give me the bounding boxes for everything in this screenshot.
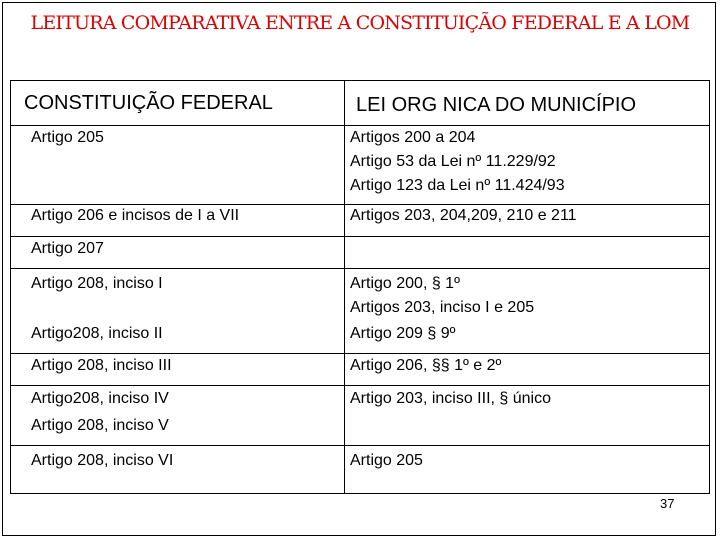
page-title: LEITURA COMPARATIVA ENTRE A CONSTITUIÇÃO FEDERAL E A LOM	[30, 12, 690, 34]
cell-cf-line: Artigo208, inciso IV	[31, 390, 169, 407]
cell-cf-line: Artigo208, inciso II	[31, 325, 163, 342]
cell-lom-line: Artigo 53 da Lei nº 11.229/92	[350, 153, 556, 170]
header-lei-organica: LEI ORG NICA DO MUNICÍPIO	[356, 94, 637, 116]
cell-cf-artigo-205: Artigo 205	[31, 129, 104, 146]
cell-lom-line: Artigo 200, § 1º	[350, 275, 460, 292]
cell-lom-line: Artigos 203, 204,209, 210 e 211	[350, 207, 577, 224]
page-number: 37	[660, 496, 675, 511]
row-divider	[11, 268, 709, 269]
header-constituicao-federal: CONSTITUIÇÃO FEDERAL	[24, 92, 273, 114]
row-divider	[11, 445, 709, 446]
cell-lom-line: Artigo 209 § 9º	[350, 325, 456, 342]
column-divider	[344, 81, 345, 493]
cell-lom-line: Artigo 205	[350, 452, 423, 469]
cell-lom-line: Artigo 203, inciso III, § único	[350, 390, 551, 407]
cell-lom-line: Artigo 123 da Lei nº 11.424/93	[350, 177, 565, 194]
cell-cf-line: Artigo 207	[31, 240, 104, 257]
cell-lom-line: Artigo 206, §§ 1º e 2º	[350, 357, 502, 374]
cell-cf-line: Artigo 208, inciso V	[31, 417, 169, 434]
cell-cf-line: Artigo 208, inciso VI	[31, 452, 174, 469]
cell-lom-line: Artigos 200 a 204	[350, 129, 476, 146]
row-divider	[11, 236, 709, 237]
cell-cf-line: Artigo 208, inciso III	[31, 357, 172, 374]
cell-cf-line: Artigo 208, inciso I	[31, 275, 163, 292]
comparison-table	[10, 80, 710, 494]
cell-cf-line: Artigo 206 e incisos de I a VII	[31, 207, 240, 224]
cell-lom-line: Artigos 203, inciso I e 205	[350, 299, 535, 316]
